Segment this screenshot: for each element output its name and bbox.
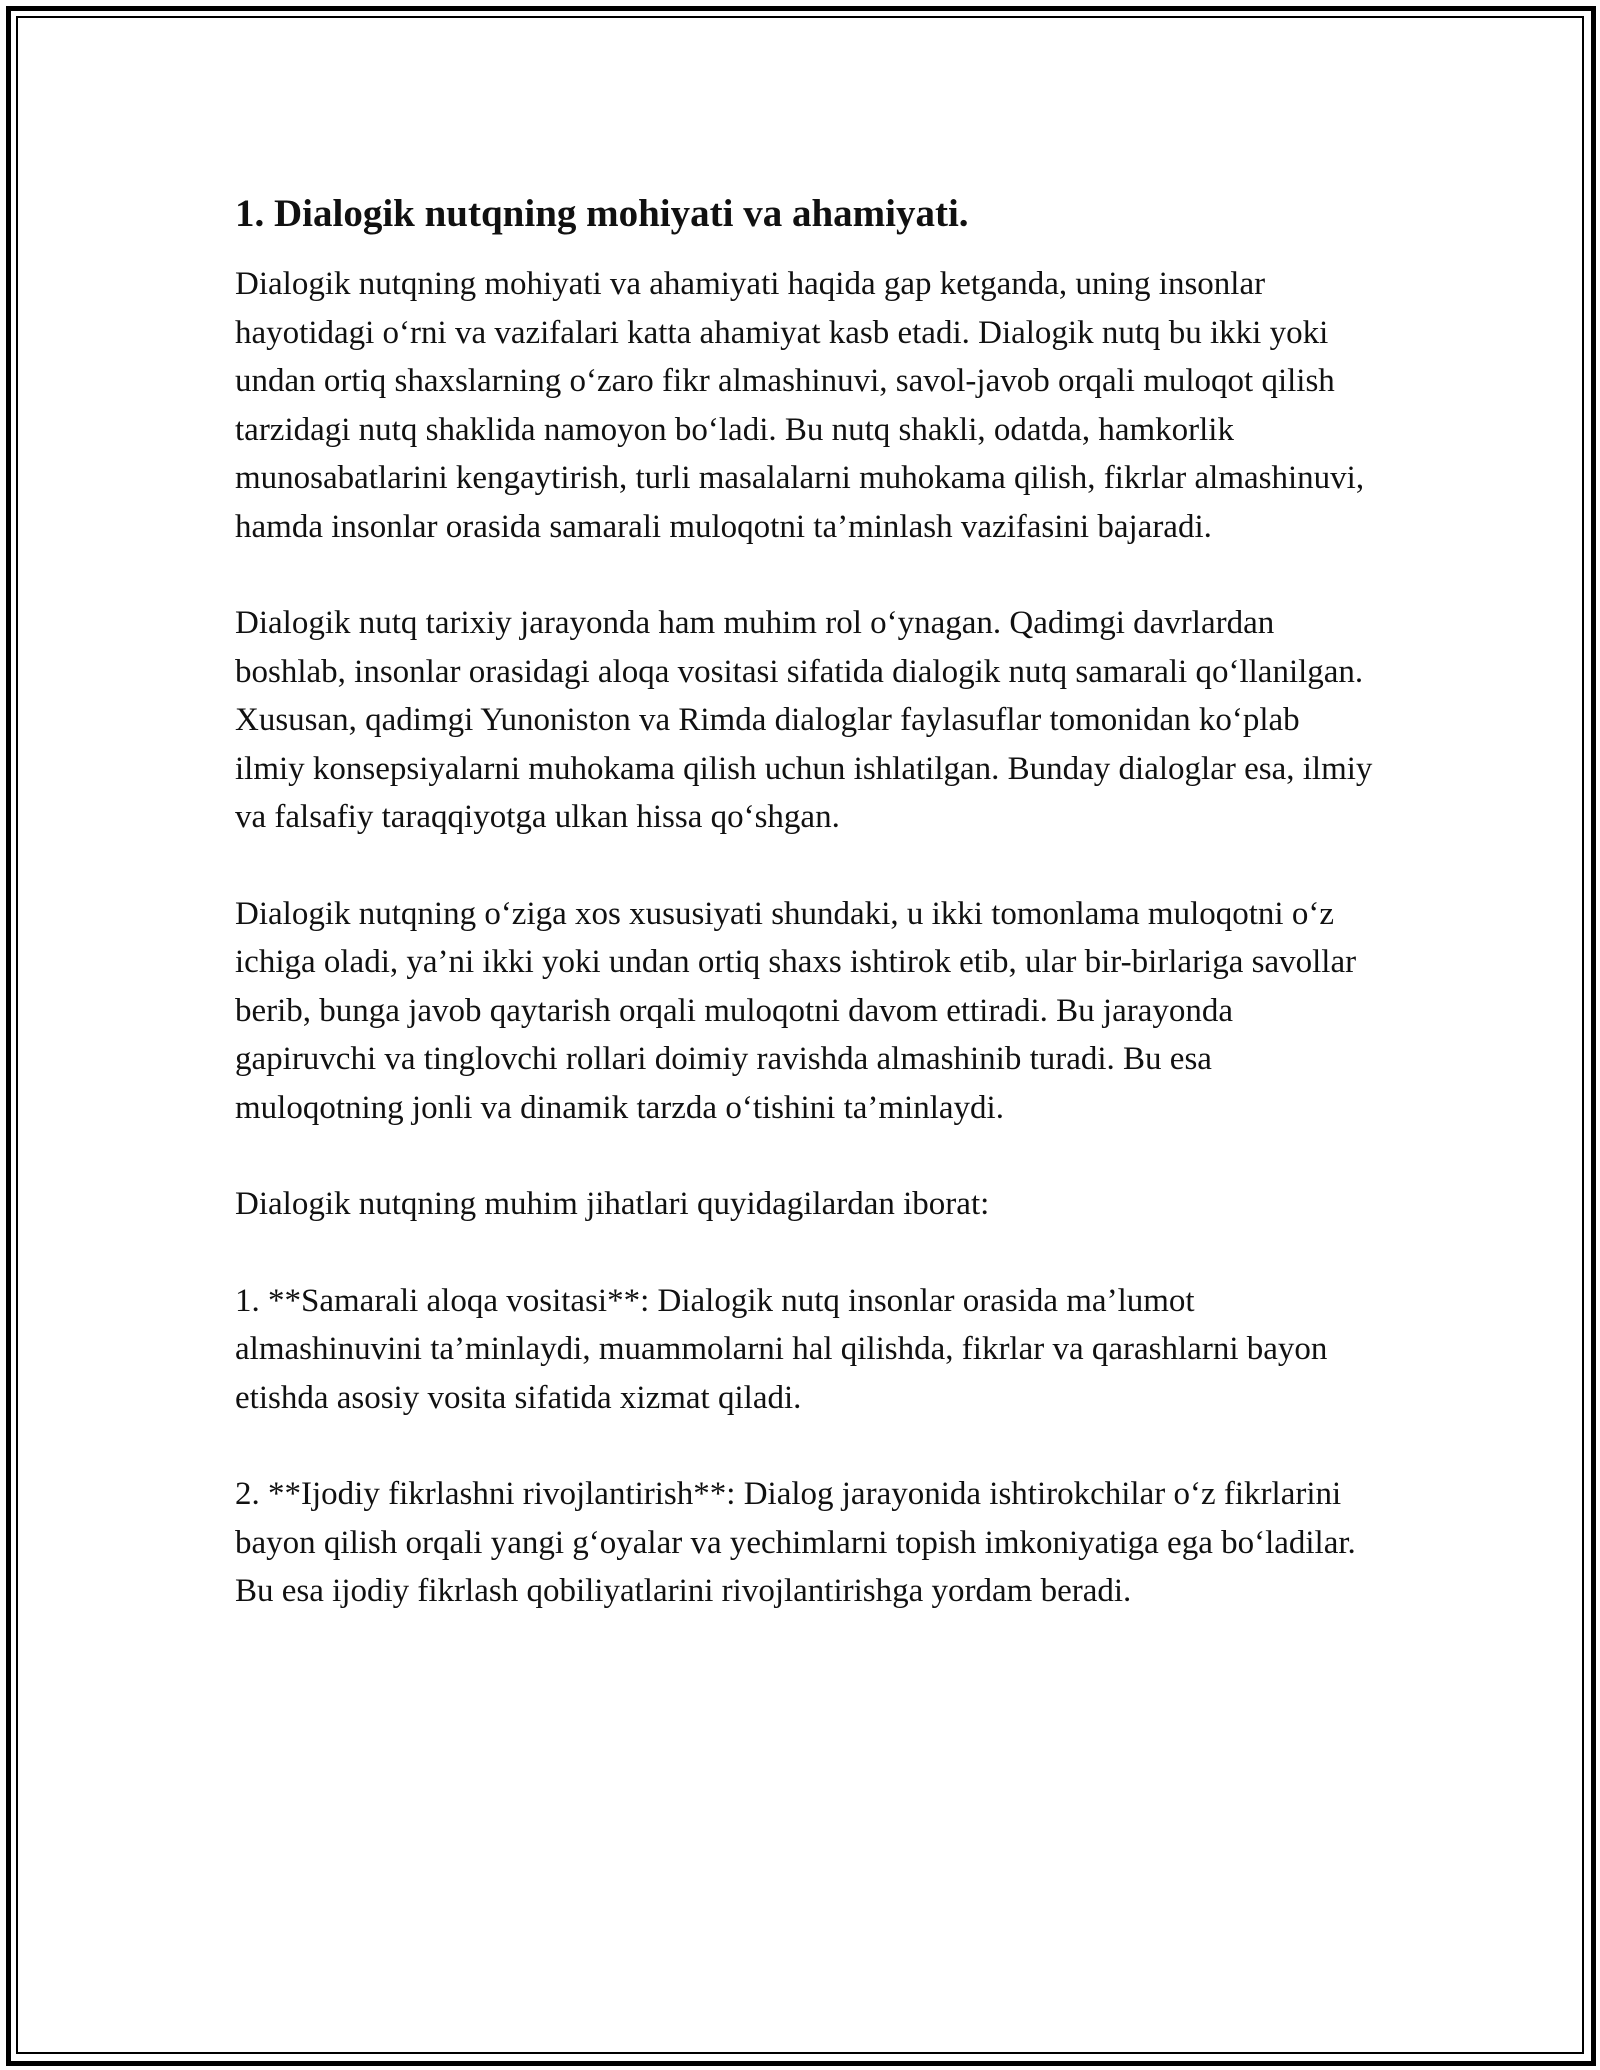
- paragraph-essence: Dialogik nutqning mohiyati va ahamiyati haqida gap ketganda, uning insonlar hayotidagi o‘rni va vazifalari katta ahamiyat kasb etadi. Dialogik nutq bu ikki yoki undan ortiq shaxslarning o‘zaro fikr almashinuvi, savol-javob orqali muloqot qilish tarzidagi nutq shaklida namoyon bo‘ladi. Bu nutq shakli, odatda, hamkorlik munosabatlarini kengaytirish, turli masalalarni muhokama qilish, fikrlar almashinuvi, hamda insonlar orasida samarali muloqotni ta’minlash vazifasini bajaradi.: [235, 266, 1365, 545]
- paragraph-features: Dialogik nutqning o‘ziga xos xususiyati shundaki, u ikki tomonlama muloqotni o‘z ichiga oladi, ya’ni ikki yoki undan ortiq shaxs ishtirok etib, ular bir-birlariga savollar berib, bunga javob qaytarish orqali muloqotni davom ettiradi. Bu jarayonda gapiruvchi va tinglovchi rollari doimiy ravishda almashinib turadi. Bu esa muloqotning jonli va dinamik tarzda o‘tishini ta’minlaydi.: [235, 895, 1357, 1126]
- paragraph-list-intro: Dialogik nutqning muhim jihatlari quyidagilardan iborat:: [235, 1186, 990, 1222]
- section-heading: 1. Dialogik nutqning mohiyati va ahamiyati.: [235, 192, 969, 235]
- document-body: [235, 188, 1375, 1664]
- paragraph-history: Dialogik nutq tarixiy jarayonda ham muhim rol o‘ynagan. Qadimgi davrlardan boshlab, insonlar orasidagi aloqa vositasi sifatida dialogik nutq samarali qo‘llanilgan. Xususan, qadimgi Yunoniston va Rimda dialoglar faylasuflar tomonidan ko‘plab ilmiy konsepsiyalarni muhokama qilish uchun ishlatilgan. Bunday dialoglar esa, ilmiy va falsafiy taraqqiyotga ulkan hissa qo‘shgan.: [235, 605, 1373, 835]
- list-item-1: 1. **Samarali aloqa vositasi**: Dialogik nutq insonlar orasida ma’lumot almashinuvini ta’minlaydi, muammolarni hal qilishda, fikrlar va qarashlarni bayon etishda asosiy vosita sifatida xizmat qiladi.: [235, 1282, 1328, 1416]
- list-item-2: 2. **Ijodiy fikrlashni rivojlantirish**: Dialog jarayonida ishtirokchilar o‘z fikrlarini bayon qilish orqali yangi g‘oyalar va yechimlarni topish imkoniyatiga ega bo‘ladilar. Bu esa ijodiy fikrlash qobiliyatlarini rivojlantirishga yordam beradi.: [235, 1476, 1356, 1609]
